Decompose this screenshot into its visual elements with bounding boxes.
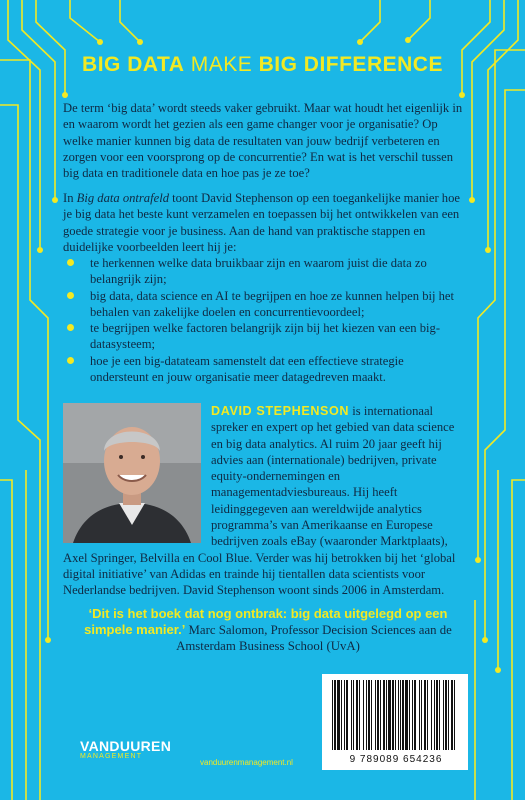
- author-name: DAVID STEPHENSON: [211, 404, 350, 418]
- headline: [0, 53, 525, 77]
- headline-part-1: BIG DATA: [82, 53, 185, 76]
- book-title: Big data ontrafeld: [76, 191, 169, 205]
- barcode-bars: [330, 680, 460, 752]
- publisher-name: VANDUUREN: [80, 738, 172, 754]
- bullet-dot-icon: [67, 259, 74, 266]
- bullet-list: [63, 255, 463, 385]
- publisher-logo: [80, 738, 171, 760]
- quote-source: Marc Salomon, Professor Decision Sciences aan de Amsterdam Business School (UvA): [176, 623, 452, 653]
- barcode: [322, 674, 468, 770]
- list-item: te herkennen welke data bruikbaar zijn en waarom juist die data zo belangrijk zijn;: [63, 255, 463, 288]
- bullet-dot-icon: [67, 357, 74, 364]
- headline-part-2: MAKE: [184, 53, 259, 76]
- isbn-number: 9 789089 654236: [349, 754, 443, 765]
- list-item: te begrijpen welke factoren belangrijk zijn bij het kiezen van een big-datasysteem;: [63, 320, 463, 353]
- quote-text: ‘Dit is het boek dat nog ontbrak: big data uitgelegd op een simpele manier.’: [84, 606, 448, 637]
- body-pre: In: [63, 191, 77, 205]
- list-item: big data, data science en AI te begrijpen en hoe ze kunnen helpen bij het behalen van zakelijke doelen en concurrentievoordeel;: [63, 288, 463, 321]
- bullet-dot-icon: [67, 324, 74, 331]
- bullet-dot-icon: [67, 292, 74, 299]
- intro-paragraph: De term ‘big data’ wordt steeds vaker gebruikt. Maar wat houdt het eigenlijk in en waarom wordt het gezien als een game changer voor je organisatie? Op welke manier kunnen big data de resultaten van jouw bedrijf verbeteren en zorgen voor een voorsprong op de concurrentie? En wat is het verschil tussen big data en traditionele data en hoe pas je ze toe?: [63, 101, 463, 181]
- list-item: hoe je een big-datateam samenstelt dat een effectieve strategie ondersteunt en jouw organisatie meer datagedreven maakt.: [63, 353, 463, 386]
- author-bio-text: is internationaal spreker en expert op het gebied van data science en big data analytics. Al ruim 20 jaar geeft hij advies aan (internationale) bedrijven, private equity-ondernemingen en managementadviesbureaus. Hij heeft leidinggegeven aan wereldwijde analytics programma’s van Amerikaanse en Europese bedrijven zoals eBay (waaronder Marktplaats), Axel Springer, Belvilla en Cool Blue. Verder was hij betrokken bij het ‘global digital initiative’ van Adidas en trainde hij tientallen data scientists voor Nederlandse bedrijven. David Stephenson woont sinds 2006 in Amsterdam.: [63, 404, 456, 598]
- body-paragraph: [63, 190, 463, 255]
- publisher-sub: MANAGEMENT: [80, 753, 143, 760]
- body-post: toont David Stephenson op een toegankelijke manier hoe je big data het beste kunt verzamelen en toepassen bij het ontwikkelen van een goede strategie voor je business. Aan de hand van praktische stappen en duidelijke voorbeelden leert hij je:: [63, 191, 460, 254]
- review-quote: [63, 606, 473, 654]
- publisher-url: vanduurenmanagement.nl: [200, 758, 293, 767]
- headline-part-3: BIG DIFFERENCE: [258, 53, 443, 76]
- author-bio: [63, 403, 465, 599]
